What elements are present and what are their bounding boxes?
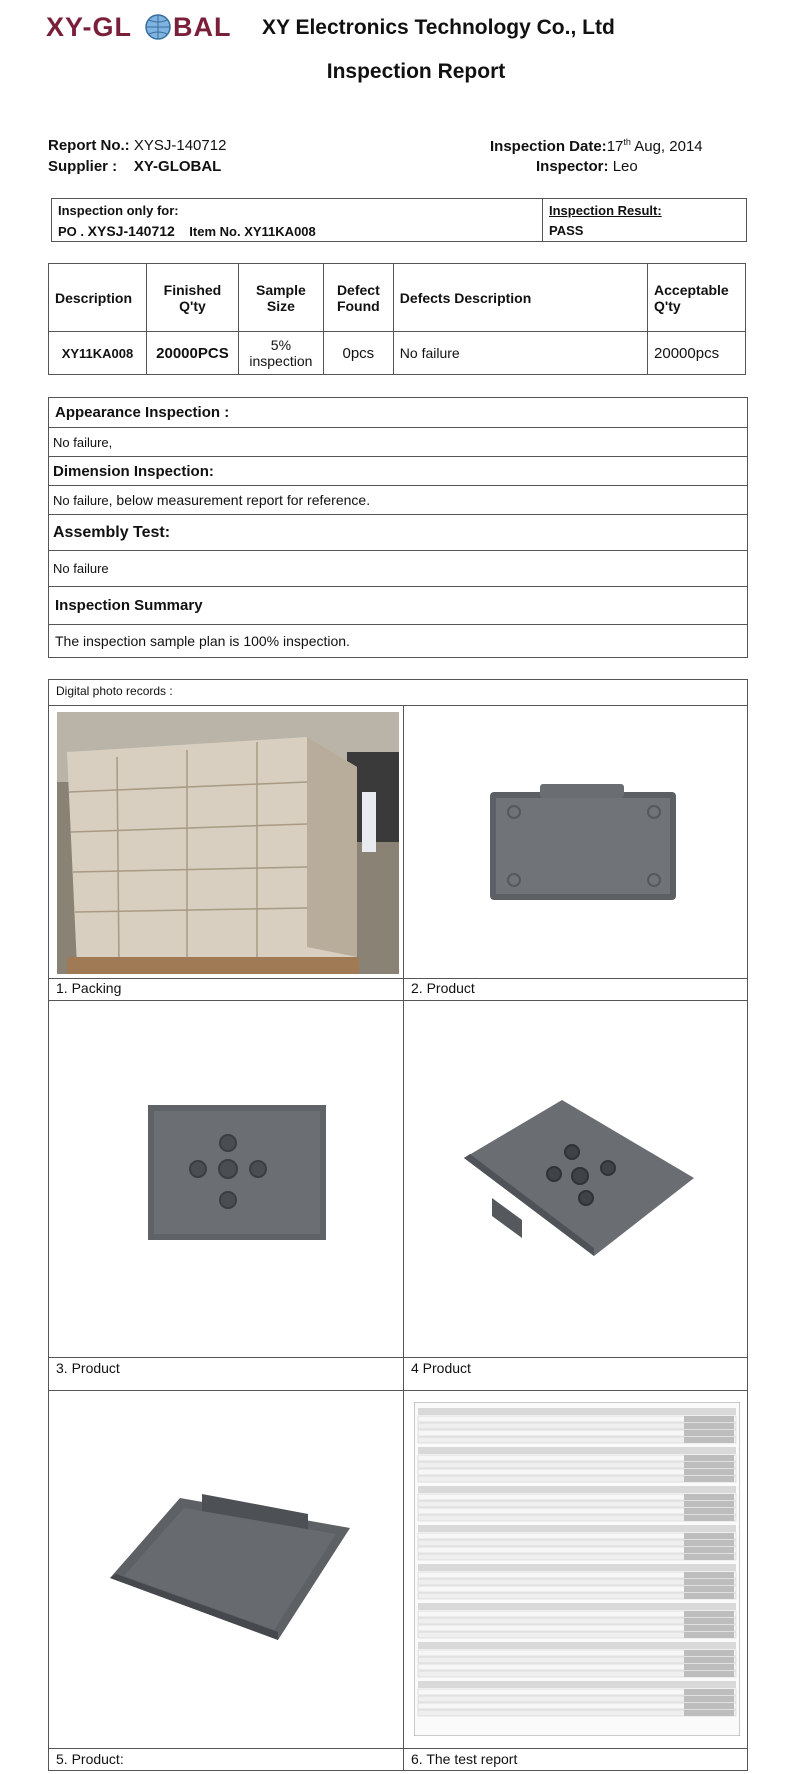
company-name: XY Electronics Technology Co., Ltd	[262, 16, 615, 39]
test-report-photo	[414, 1402, 740, 1736]
report-shaded-cell	[684, 1540, 734, 1546]
appearance-title: Appearance Inspection :	[48, 397, 748, 428]
header-description: Description	[49, 264, 147, 332]
report-shaded-cell	[684, 1625, 734, 1631]
report-shaded-cell	[684, 1494, 734, 1500]
dimension-title: Dimension Inspection:	[48, 457, 748, 486]
caption-product-4: 4 Product	[411, 1360, 471, 1376]
report-shaded-cell	[684, 1533, 734, 1539]
supplier: Supplier : XY-GLOBAL	[48, 158, 222, 175]
inspection-date: Inspection Date:17th Aug, 2014	[490, 137, 703, 155]
po-item-line: PO . XYSJ-140712 Item No. XY11KA008	[58, 223, 316, 239]
product-photo-angled	[462, 1098, 696, 1258]
cell-sample-size: 5% inspection	[238, 332, 323, 375]
appearance-text: No failure,	[48, 428, 748, 457]
header-finished-qty: Finished Q'ty	[146, 264, 238, 332]
product-photo-bosses	[148, 1105, 326, 1240]
scope-divider	[542, 199, 543, 241]
photo-records-label: Digital photo records :	[56, 684, 173, 698]
report-section-band	[418, 1564, 736, 1571]
product-photo-tilted	[108, 1492, 352, 1642]
report-section-band	[418, 1642, 736, 1649]
report-shaded-cell	[684, 1586, 734, 1592]
report-title: Inspection Report	[326, 60, 506, 83]
header-defect-found: Defect Found	[323, 264, 393, 332]
report-shaded-cell	[684, 1696, 734, 1702]
result-value: PASS	[549, 223, 584, 238]
report-number: Report No.: XYSJ-140712	[48, 137, 227, 154]
company-logo	[46, 10, 250, 44]
result-label: Inspection Result:	[549, 203, 662, 218]
table-row	[49, 332, 746, 375]
report-shaded-cell	[684, 1650, 734, 1656]
report-shaded-cell	[684, 1572, 734, 1578]
report-shaded-cell	[684, 1469, 734, 1475]
report-shaded-cell	[684, 1710, 734, 1716]
report-shaded-cell	[684, 1703, 734, 1709]
report-shaded-cell	[684, 1671, 734, 1677]
inspection-table	[48, 263, 746, 375]
report-shaded-cell	[684, 1689, 734, 1695]
product-photo-top	[490, 782, 680, 902]
report-shaded-cell	[684, 1579, 734, 1585]
report-shaded-cell	[684, 1611, 734, 1617]
caption-packing: 1. Packing	[56, 980, 122, 996]
report-shaded-cell	[684, 1554, 734, 1560]
report-shaded-cell	[684, 1657, 734, 1663]
report-shaded-cell	[684, 1501, 734, 1507]
report-shaded-cell	[684, 1462, 734, 1468]
header-sample-size: Sample Size	[238, 264, 323, 332]
table-header-row	[49, 264, 746, 332]
cell-acceptable-qty: 20000pcs	[648, 332, 746, 375]
assembly-text: No failure	[48, 551, 748, 587]
caption-product-5: 5. Product:	[56, 1751, 124, 1767]
report-section-band	[418, 1525, 736, 1532]
report-shaded-cell	[684, 1515, 734, 1521]
svg-text:XY-GL: XY-GL	[46, 12, 133, 42]
report-section-band	[418, 1447, 736, 1454]
cell-finished-qty: 20000PCS	[146, 332, 238, 375]
photo-grid-vline	[403, 705, 404, 1771]
packing-photo	[57, 712, 399, 974]
caption-product-2: 2. Product	[411, 980, 475, 996]
report-shaded-cell	[684, 1423, 734, 1429]
photo-label-divider	[48, 705, 748, 706]
report-section-band	[418, 1486, 736, 1493]
summary-text: The inspection sample plan is 100% inspection.	[48, 625, 748, 658]
inspection-scope-box	[51, 198, 747, 242]
header-defects-description: Defects Description	[393, 264, 647, 332]
photo-grid-hline	[48, 1357, 748, 1358]
caption-test-report: 6. The test report	[411, 1751, 518, 1767]
report-shaded-cell	[684, 1455, 734, 1461]
cell-description: XY11KA008	[49, 332, 147, 375]
svg-text:BAL: BAL	[173, 12, 232, 42]
report-section-band	[418, 1408, 736, 1415]
report-section-band	[418, 1603, 736, 1610]
assembly-title: Assembly Test:	[48, 515, 748, 551]
report-shaded-cell	[684, 1430, 734, 1436]
caption-product-3: 3. Product	[56, 1360, 120, 1376]
photo-grid-hline	[48, 978, 748, 979]
report-shaded-cell	[684, 1632, 734, 1638]
photo-grid-hline	[48, 1000, 748, 1001]
report-shaded-cell	[684, 1508, 734, 1514]
report-shaded-cell	[684, 1476, 734, 1482]
report-shaded-cell	[684, 1664, 734, 1670]
cell-defects-description: No failure	[393, 332, 647, 375]
header-acceptable-qty: Acceptable Q'ty	[648, 264, 746, 332]
report-shaded-cell	[684, 1593, 734, 1599]
report-shaded-cell	[684, 1547, 734, 1553]
report-section-band	[418, 1681, 736, 1688]
cell-defect-found: 0pcs	[323, 332, 393, 375]
summary-title: Inspection Summary	[48, 587, 748, 625]
report-shaded-cell	[684, 1437, 734, 1443]
report-shaded-cell	[684, 1618, 734, 1624]
inspector: Inspector: Leo	[536, 158, 638, 175]
dimension-text: No failure , below measurement report for reference.	[48, 486, 748, 515]
scope-label: Inspection only for:	[58, 203, 179, 218]
photo-grid-hline	[48, 1748, 748, 1749]
photo-grid-hline	[48, 1390, 748, 1391]
report-shaded-cell	[684, 1416, 734, 1422]
